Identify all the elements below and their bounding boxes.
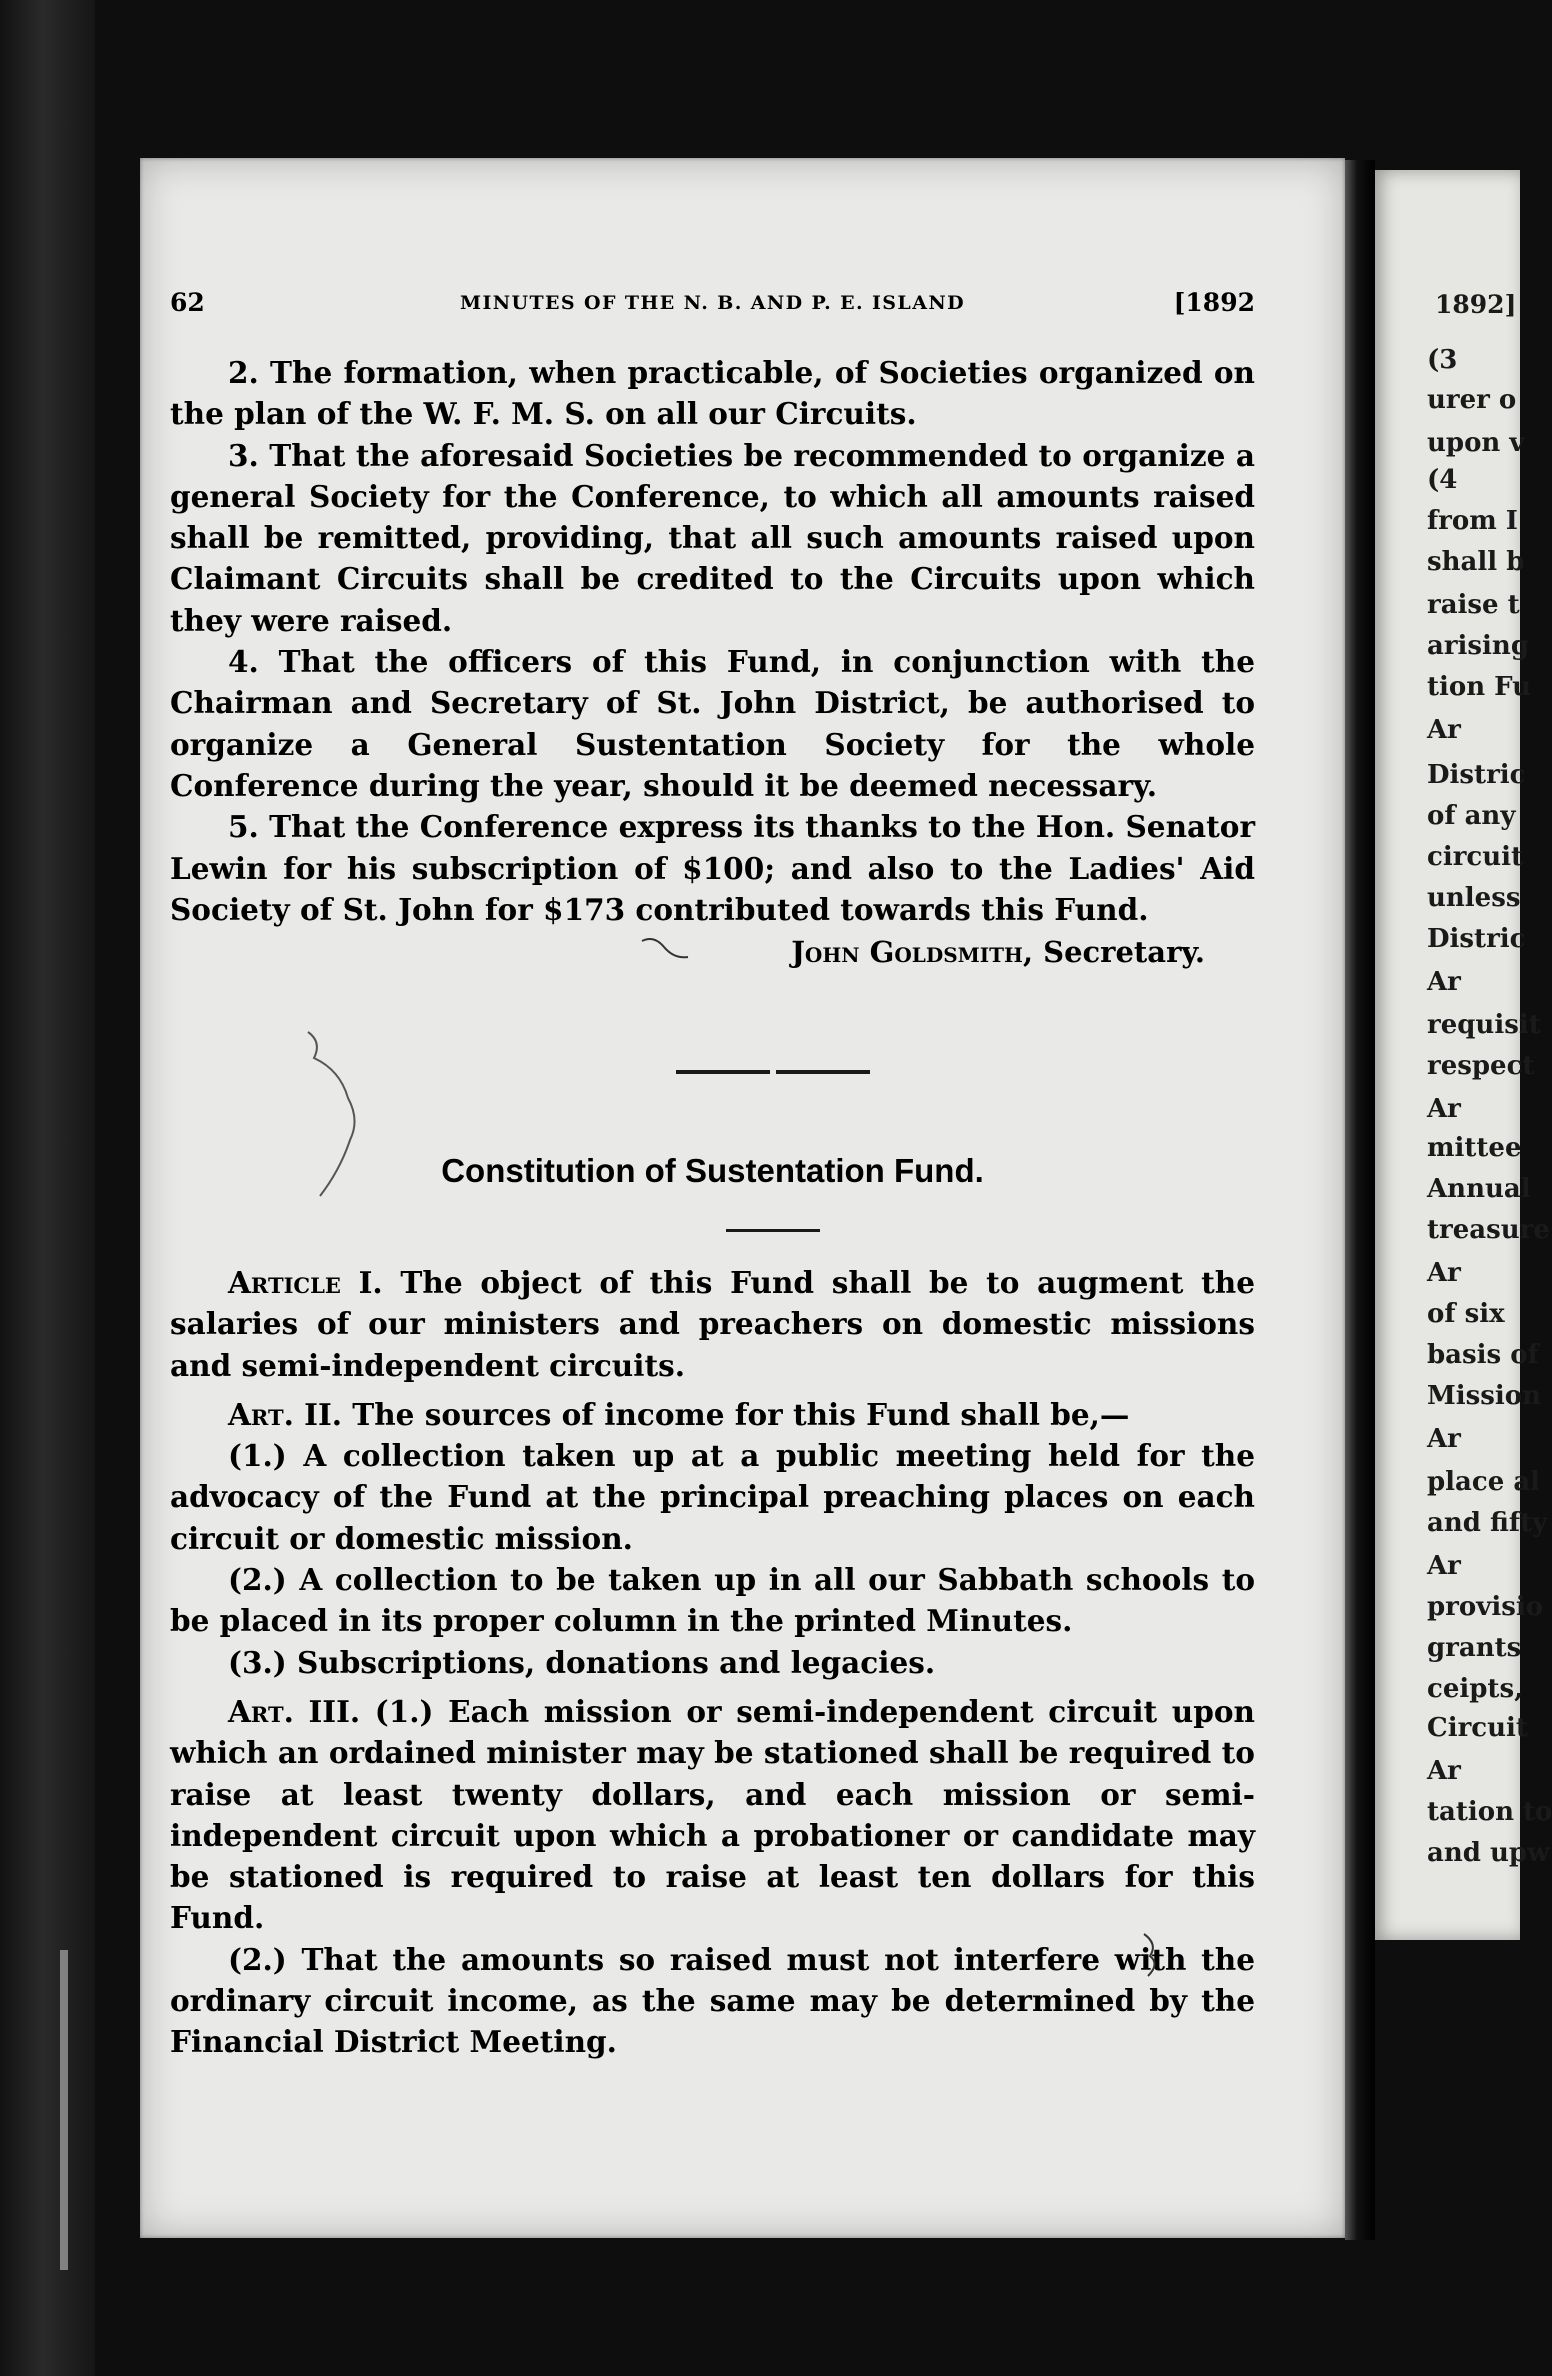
facing-page-line: Ar xyxy=(1427,1424,1461,1454)
facing-page-line: Ar xyxy=(1427,1258,1461,1288)
resolution-paragraph: 3. That the aforesaid Societies be recommended to organize a general Society for the Conference, to which all amounts raised shall be remitted, providing, that all such amounts raised upon Claimant Circuits shall be credited to the Circuits upon which they were raised. xyxy=(170,437,1255,638)
facing-page-line: Ar xyxy=(1427,1551,1461,1581)
facing-page-year: 1892] xyxy=(1435,290,1517,319)
article-paragraph xyxy=(170,1394,1255,1435)
article-paragraph xyxy=(170,1642,1255,1683)
book-gutter xyxy=(1345,160,1375,2240)
facing-page-line: basis of xyxy=(1427,1340,1539,1370)
facing-page-line: tation to xyxy=(1427,1797,1552,1827)
section-heading: Constitution of Sustentation Fund. xyxy=(441,1152,984,1189)
facing-page-line: unless xyxy=(1427,883,1521,913)
header-year: [1892 xyxy=(1173,288,1255,317)
facing-page-line: and fifty xyxy=(1427,1508,1548,1538)
constitution-block xyxy=(170,1262,1255,2063)
article-label: Art. II. xyxy=(228,1396,343,1432)
article-paragraph xyxy=(170,1262,1255,1386)
article-paragraph xyxy=(170,1435,1255,1559)
resolution-paragraph: 2. The formation, when practicable, of Societies organized on the plan of the W. F. M. S. on all our Circuits. xyxy=(170,355,1255,432)
article-paragraph xyxy=(170,1559,1255,1642)
signature-line xyxy=(170,932,1255,973)
signature-title: , Secretary. xyxy=(1022,935,1205,970)
facing-page-line: Ar xyxy=(1427,1756,1461,1786)
facing-page-line: (4 xyxy=(1427,465,1458,495)
facing-page-line: Ar xyxy=(1427,1094,1461,1124)
article-text: (2.) That the amounts so raised must not interfere with the ordinary circuit income, as the same may be determined by the Financial District Meeting. xyxy=(170,1941,1255,2060)
facing-page-line: ceipts, xyxy=(1427,1674,1524,1704)
facing-page-line: circuit xyxy=(1427,842,1524,872)
scan-edge-streak xyxy=(60,1950,68,2270)
running-title: MINUTES OF THE N. B. AND P. E. ISLAND xyxy=(460,292,965,314)
article-text: (1.) Each mission or semi-independent circuit upon which an ordained minister may be stationed shall be required to raise at least twenty dollars, and each mission or semi-independent circuit upon which a probationer or candidate may be stationed is required to raise at least ten dollars for this Fund. xyxy=(170,1693,1256,1936)
resolution-paragraph: 5. That the Conference express its thanks to the Hon. Senator Lewin for his subscription of $100; and also to the Ladies' Aid Society of St. John for $173 contributed towards this Fund. xyxy=(170,809,1255,927)
article-text: The sources of income for this Fund shall be,— xyxy=(342,1396,1130,1432)
facing-page-line: Distric xyxy=(1427,924,1526,954)
facing-page-line: Annual xyxy=(1427,1174,1531,1204)
article-paragraph xyxy=(170,1691,1255,1939)
facing-page-line: respect xyxy=(1427,1051,1535,1081)
facing-page-line: from I xyxy=(1427,506,1518,536)
page-header xyxy=(170,288,1255,328)
facing-page-line: of any xyxy=(1427,801,1516,831)
signature-name: John Goldsmith xyxy=(791,935,1023,970)
facing-page-line: requisit xyxy=(1427,1010,1541,1040)
pen-bracket-mark xyxy=(1140,1930,1170,1980)
facing-page-line: Mission xyxy=(1427,1381,1542,1411)
facing-page xyxy=(1375,170,1552,1940)
facing-page-line: mittee xyxy=(1427,1133,1522,1163)
facing-page-line: Circuit xyxy=(1427,1713,1528,1743)
article-text: (3.) Subscriptions, donations and legacies. xyxy=(228,1644,936,1680)
page-number: 62 xyxy=(170,288,205,317)
resolution-paragraph: 4. That the officers of this Fund, in conjunction with the Chairman and Secretary of St. John District, be authorised to organize a General Sustentation Society for the whole Conference during the year, should it be deemed necessary. xyxy=(170,644,1255,803)
article-paragraph xyxy=(170,1939,1255,2063)
article-text: The object of this Fund shall be to augment the salaries of our ministers and preachers on domestic missions and semi-independent circuits. xyxy=(170,1265,1255,1383)
facing-page-line: Distric xyxy=(1427,760,1526,790)
heading-underline xyxy=(726,1229,820,1232)
facing-page-line: place al xyxy=(1427,1467,1541,1497)
pen-mark xyxy=(640,935,690,965)
facing-page-line: of six xyxy=(1427,1299,1505,1329)
facing-page-line: Ar xyxy=(1427,967,1461,997)
facing-page-line: grants xyxy=(1427,1633,1522,1663)
resolutions-block xyxy=(170,352,1255,973)
article-label: Art. III. xyxy=(228,1693,361,1729)
facing-page-line: tion Fu xyxy=(1427,672,1532,702)
facing-page-line: treasure xyxy=(1427,1215,1550,1245)
section-divider xyxy=(676,1070,870,1074)
scan-left-margin xyxy=(0,0,95,2376)
facing-page-line: urer o xyxy=(1427,385,1517,415)
facing-page-line: arising xyxy=(1427,631,1530,661)
article-text: (1.) A collection taken up at a public meeting held for the advocacy of the Fund at the principal preaching places on each circuit or domestic mission. xyxy=(170,1438,1255,1556)
article-text: (2.) A collection to be taken up in all our Sabbath schools to be placed in its proper column in the printed Minutes. xyxy=(170,1562,1255,1639)
facing-page-line: shall b xyxy=(1427,547,1525,577)
facing-page-line: Ar xyxy=(1427,715,1461,745)
facing-page-line: upon v xyxy=(1427,428,1525,458)
facing-page-line: raise t xyxy=(1427,590,1520,620)
facing-page-line: and upw xyxy=(1427,1838,1550,1868)
facing-page-line: provisio xyxy=(1427,1592,1544,1622)
article-label: Article I. xyxy=(228,1265,383,1300)
facing-page-line: (3 xyxy=(1427,345,1458,375)
